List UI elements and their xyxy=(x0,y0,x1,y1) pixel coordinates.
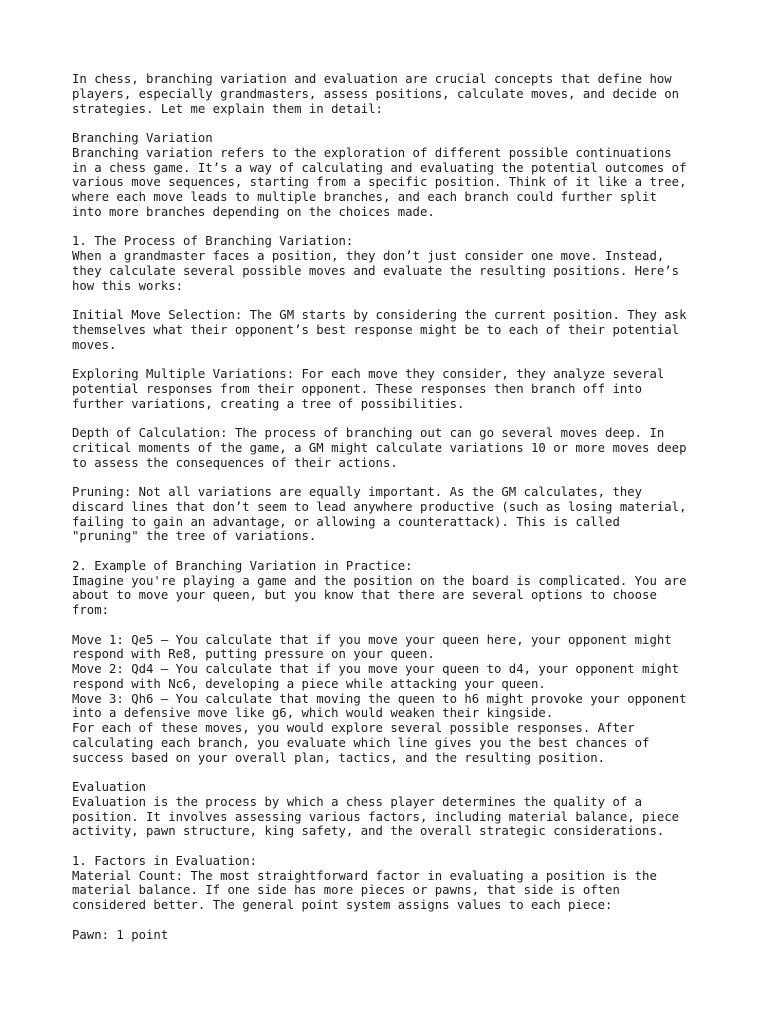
text-line: Pawn: 1 point xyxy=(72,927,169,942)
text-line: material balance. If one side has more pieces or pawns, that side is often xyxy=(72,883,620,898)
paragraph xyxy=(72,485,712,544)
text-line: Evaluation xyxy=(72,780,147,794)
paragraph xyxy=(72,367,712,411)
text-line: considered better. The general point system assigns values to each piece: xyxy=(72,898,613,912)
text-line: Move 1: Qe5 – You calculate that if you move your queen here, your opponent might xyxy=(72,632,672,647)
paragraph xyxy=(72,780,712,839)
text-line: discard lines that don’t seem to lead anywhere productive (such as losing material, xyxy=(72,499,687,514)
text-line: themselves what their opponent’s best response might be to each of their potential xyxy=(72,322,680,337)
text-line: Pruning: Not all variations are equally important. As the GM calculates, they xyxy=(72,485,643,499)
paragraph xyxy=(72,854,712,913)
paragraph xyxy=(72,234,712,293)
text-line: Imagine you're playing a game and the position on the board is complicated. You are xyxy=(72,573,687,588)
text-line: Branching variation refers to the exploration of different possible continuations xyxy=(72,145,672,160)
document-page xyxy=(72,72,712,957)
paragraph xyxy=(72,633,712,766)
text-line: 1. Factors in Evaluation: xyxy=(72,853,258,868)
text-line: how this works: xyxy=(72,278,184,293)
text-line: activity, pawn structure, king safety, and the overall strategic considerations. xyxy=(72,824,665,839)
text-line: success based on your overall plan, tactics, and the resulting position. xyxy=(72,750,606,765)
text-line: respond with Re8, putting pressure on your queen. xyxy=(72,647,435,662)
text-line: Move 2: Qd4 – You calculate that if you move your queen to d4, your opponent might xyxy=(72,662,680,676)
text-line: Depth of Calculation: The process of branching out can go several moves deep. In xyxy=(72,426,665,440)
text-line: calculating each branch, you evaluate which line gives you the best chances of xyxy=(72,735,650,750)
text-line: 1. The Process of Branching Variation: xyxy=(72,234,354,249)
text-line: moves. xyxy=(72,337,117,352)
paragraph xyxy=(72,131,712,220)
text-line: into a defensive move like g6, which would weaken their kingside. xyxy=(72,706,554,721)
text-line: to assess the consequences of their actions. xyxy=(72,455,398,470)
paragraph xyxy=(72,308,712,352)
text-line: in a chess game. It’s a way of calculating and evaluating the potential outcomes of xyxy=(72,160,687,175)
text-line: they calculate several possible moves and evaluate the resulting positions. Here’s xyxy=(72,263,680,278)
text-line: "pruning" the tree of variations. xyxy=(72,529,317,544)
paragraph xyxy=(72,426,712,470)
text-line: critical moments of the game, a GM might calculate variations 10 or more moves deep xyxy=(72,440,687,455)
text-line: Branching Variation xyxy=(72,131,213,145)
text-line: Move 3: Qh6 – You calculate that moving the queen to h6 might provoke your opponent xyxy=(72,691,687,706)
text-line: Initial Move Selection: The GM starts by considering the current position. They ask xyxy=(72,308,687,322)
text-line: For each of these moves, you would explore several possible responses. After xyxy=(72,721,635,735)
paragraph xyxy=(72,72,712,116)
text-line: potential responses from their opponent. These responses then branch off into xyxy=(72,381,643,396)
text-line: When a grandmaster faces a position, they don’t just consider one move. Instead, xyxy=(72,249,665,263)
text-line: In chess, branching variation and evaluation are crucial concepts that define how xyxy=(72,72,672,86)
text-line: strategies. Let me explain them in detail: xyxy=(72,101,383,116)
text-line: respond with Nc6, developing a piece while attacking your queen. xyxy=(72,676,546,691)
text-line: 2. Example of Branching Variation in Practice: xyxy=(72,558,413,573)
text-line: Material Count: The most straightforward factor in evaluating a position is the xyxy=(72,868,657,883)
text-line: about to move your queen, but you know that there are several options to choose xyxy=(72,588,657,603)
text-line: where each move leads to multiple branches, and each branch could further split xyxy=(72,190,657,204)
text-line: from: xyxy=(72,603,110,617)
paragraph xyxy=(72,559,712,618)
paragraph xyxy=(72,928,712,943)
text-line: players, especially grandmasters, assess positions, calculate moves, and decide on xyxy=(72,86,680,101)
text-line: position. It involves assessing various factors, including material balance, piece xyxy=(72,809,680,824)
text-line: Evaluation is the process by which a chess player determines the quality of a xyxy=(72,794,643,809)
text-line: various move sequences, starting from a specific position. Think of it like a tree, xyxy=(72,175,687,190)
text-line: Exploring Multiple Variations: For each move they consider, they analyze several xyxy=(72,367,665,381)
text-line: into more branches depending on the choices made. xyxy=(72,204,435,219)
text-line: further variations, creating a tree of possibilities. xyxy=(72,396,465,411)
text-line: failing to gain an advantage, or allowing a counterattack). This is called xyxy=(72,514,620,529)
